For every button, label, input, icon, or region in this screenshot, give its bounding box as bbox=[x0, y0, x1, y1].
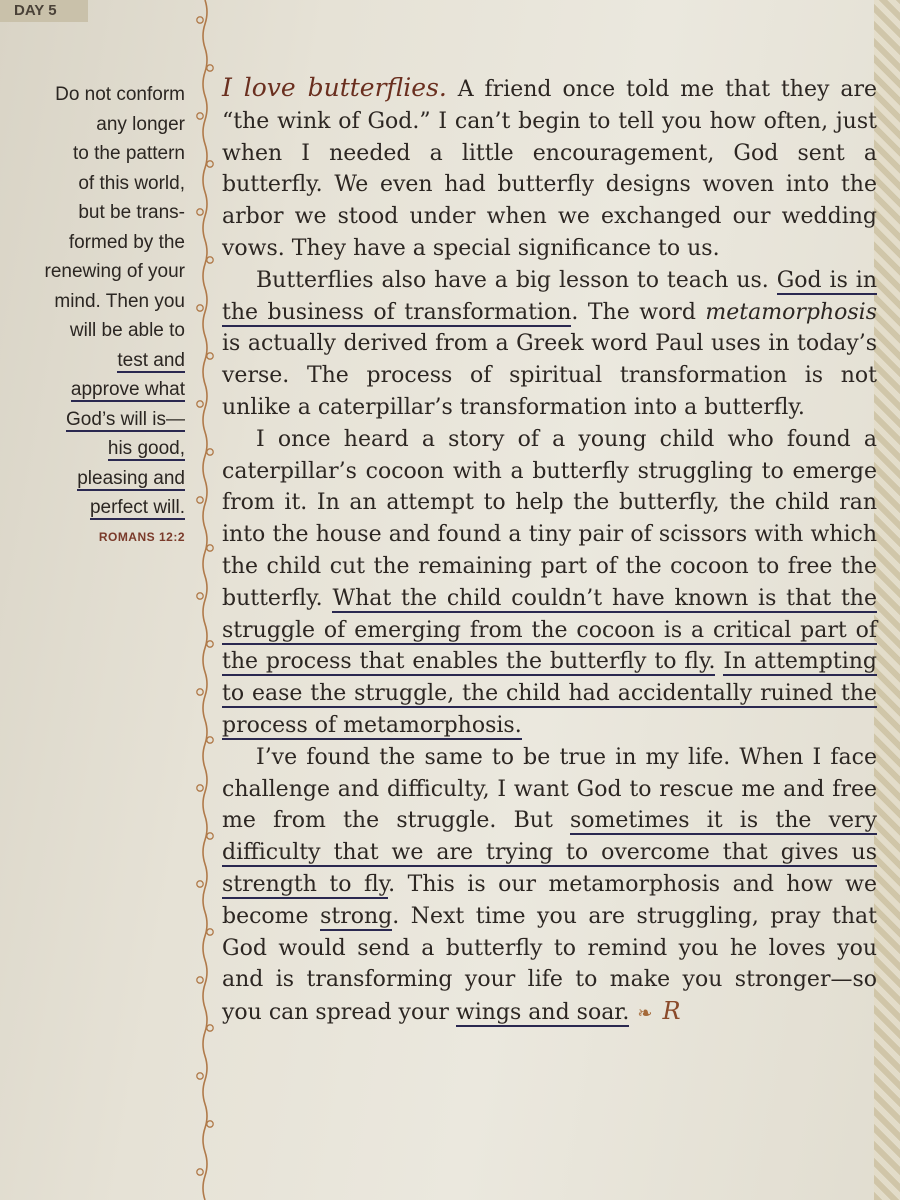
verse-line-underlined: God’s will is— bbox=[66, 408, 185, 430]
underlined-phrase: strong bbox=[320, 903, 393, 929]
verse-sidebar bbox=[10, 80, 185, 545]
author-signature: R bbox=[662, 997, 681, 1026]
vine-curl bbox=[197, 113, 203, 119]
verse-line: any longer bbox=[96, 113, 185, 135]
vine-curl bbox=[197, 1073, 203, 1079]
paragraph-2: Butterflies also have a big lesson to teach us. God is in the business of transformation. The word metamorphosis is actually derived from a Greek word Paul uses in today’s verse. The process of spiritual transformation is not unlike a caterpillar’s transformation into a butterfly. bbox=[222, 267, 878, 420]
verse-line-underlined: perfect will. bbox=[89, 497, 185, 518]
vine-curl bbox=[207, 1025, 213, 1031]
verse-line-underlined: his good, bbox=[107, 438, 185, 459]
vine-curl bbox=[197, 1169, 203, 1175]
underlined-phrase: In attempting to ease the struggle, the child had accidentally ruined the process of metamorphosis. bbox=[222, 649, 878, 738]
vine-curl bbox=[207, 161, 213, 167]
vine-curl bbox=[197, 881, 203, 887]
vine-curl bbox=[207, 929, 213, 935]
verse-line-underlined: test and bbox=[117, 349, 185, 371]
underlined-phrase: God is in the business of transformation bbox=[222, 267, 878, 325]
flourish-icon: ❧ bbox=[637, 1003, 653, 1025]
paragraph-1 bbox=[222, 72, 877, 265]
vine-curl bbox=[197, 689, 203, 695]
underlined-phrase: sometimes it is the very difficulty that we are trying to overcome that gives us strength to fly bbox=[222, 808, 878, 897]
vine-curl bbox=[197, 401, 203, 407]
verse-line-underlined: approve what bbox=[70, 379, 185, 400]
verse-line: will be able to bbox=[69, 320, 185, 341]
vine-curl bbox=[207, 737, 213, 743]
vine-curl bbox=[197, 17, 203, 23]
vine-curl bbox=[197, 497, 203, 503]
lead-phrase: I love butterflies. bbox=[222, 73, 447, 102]
vine-curl bbox=[197, 593, 203, 599]
paragraph-text: A friend once told me that they are “the wink of God.” I can’t begin to tell you how often, just when I needed a little encouragement, God sent a butterfly. We even had butterfly designs woven into the arbor we stood under when we exchanged our wedding vows. They have a special significance to us. bbox=[222, 77, 878, 261]
vine-curl bbox=[197, 785, 203, 791]
vine-divider bbox=[190, 0, 220, 1200]
page-edge-pattern bbox=[874, 0, 900, 1200]
vine-curl bbox=[207, 353, 213, 359]
verse-reference: ROMANS 12:2 bbox=[98, 529, 185, 544]
vine-curl bbox=[197, 305, 203, 311]
day-label: DAY 5 bbox=[0, 0, 88, 22]
vine-curl bbox=[207, 449, 213, 455]
vine-curl bbox=[197, 977, 203, 983]
devotional-text bbox=[222, 72, 877, 1030]
paragraph-3: I once heard a story of a young child who found a caterpillar’s cocoon with a butterfly struggling to emerge from it. In an attempt to help the butterfly, the child ran into the house and found a tiny pair of scissors with which the child cut the remaining part of the cocoon to free the butterfly. What the child couldn’t have known is that the struggle of emerging from the cocoon is a critical part of the process that enables the butterfly to fly. In attempting to ease the struggle, the child had accidentally ruined the process of metamorphosis. bbox=[222, 426, 878, 738]
verse-line: but be trans- bbox=[78, 202, 185, 223]
paragraph-4: I’ve found the same to be true in my life. When I face challenge and difficulty, I want God to rescue me and free me from the struggle. But sometimes it is the very difficulty that we are trying to overcome that gives us strength to fly. This is our metamorphosis and how we become strong. Next time you are struggling, pray that God would send a butterfly to remind you he loves you and is transforming your life to make you stronger—so you can spread your wings and soar. ❧ R bbox=[222, 744, 878, 1026]
italic-word: metamorphosis bbox=[705, 299, 877, 325]
verse-line: mind. Then you bbox=[54, 290, 185, 312]
verse-line: to the pattern bbox=[73, 143, 185, 164]
underlined-phrase: wings and soar. bbox=[455, 1000, 630, 1026]
vine-curl bbox=[207, 65, 213, 71]
verse-line: of this world, bbox=[78, 172, 185, 194]
verse-line: Do not conform bbox=[55, 84, 185, 105]
vine-curl bbox=[207, 545, 213, 551]
verse-line-underlined: pleasing and bbox=[77, 467, 185, 489]
vine-curl bbox=[207, 641, 213, 647]
underlined-phrase: What the child couldn’t have known is that the struggle of emerging from the cocoon is a critical part of the process that enables the butterfly to fly. bbox=[222, 585, 877, 675]
vine-curl bbox=[197, 209, 203, 215]
vine-curl bbox=[207, 1121, 213, 1127]
verse-line: renewing of your bbox=[44, 261, 185, 282]
vine-curl bbox=[207, 833, 213, 839]
vine-curl bbox=[207, 257, 213, 263]
verse-line: formed by the bbox=[68, 231, 185, 253]
